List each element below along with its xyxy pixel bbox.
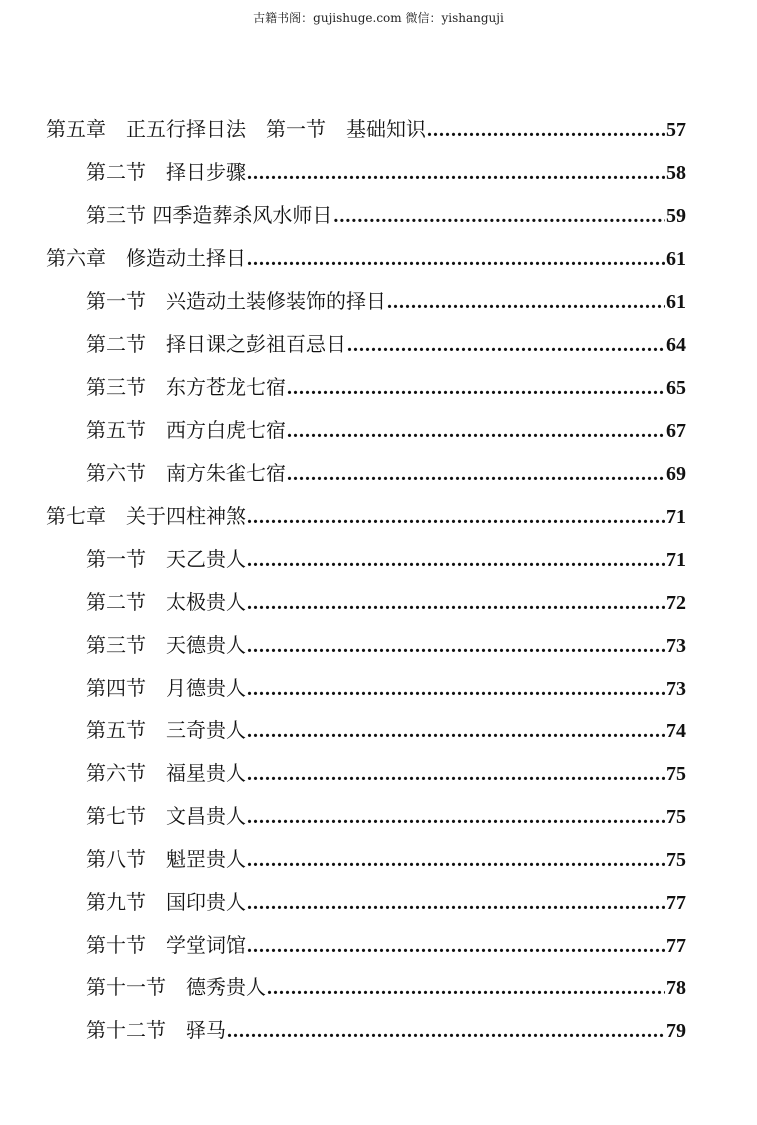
toc-entry[interactable] [86, 588, 686, 616]
toc-entry-title: 第二节 择日步骤 [86, 160, 246, 184]
toc-entry[interactable] [86, 158, 686, 186]
toc-entry[interactable] [86, 759, 686, 787]
toc-entry[interactable] [86, 802, 686, 830]
toc-entry-title: 第十节 学堂词馆 [86, 933, 246, 957]
toc-entry[interactable] [86, 373, 686, 401]
toc-entry[interactable] [86, 631, 686, 659]
leader-dots [333, 202, 665, 230]
toc-entry[interactable] [46, 502, 686, 530]
toc-entry-title: 第五章 正五行择日法 第一节 基础知识 [46, 117, 426, 141]
leader-dots [287, 417, 665, 445]
toc-entry-title: 第二节 择日课之彭祖百忌日 [86, 332, 346, 356]
toc-entry-title: 第四节 月德贵人 [86, 676, 246, 700]
toc-entry[interactable] [86, 545, 686, 573]
leader-dots [247, 760, 665, 788]
toc-entry-page: 77 [666, 935, 686, 957]
toc-entry-title: 第十二节 驿马 [86, 1018, 226, 1042]
toc-entry-page: 73 [666, 678, 686, 700]
leader-dots [267, 974, 665, 1002]
toc-entry-title: 第十一节 德秀贵人 [86, 975, 266, 999]
toc-entry-title: 第一节 兴造动土装修装饰的择日 [86, 289, 386, 313]
toc-entry[interactable] [86, 1016, 686, 1044]
toc-entry-page: 71 [666, 549, 686, 571]
toc-entry-page: 77 [666, 892, 686, 914]
toc-entry-title: 第三节 天德贵人 [86, 633, 246, 657]
leader-dots [247, 803, 665, 831]
toc-entry-page: 61 [666, 248, 686, 270]
leader-dots [247, 717, 665, 745]
leader-dots [247, 589, 665, 617]
leader-dots [287, 374, 665, 402]
toc-entry-page: 58 [666, 162, 686, 184]
leader-dots [247, 503, 665, 531]
toc-entry-page: 74 [666, 720, 686, 742]
toc-entry-title: 第九节 国印贵人 [86, 890, 246, 914]
toc-entry-title: 第一节 天乙贵人 [86, 547, 246, 571]
leader-dots [247, 632, 665, 660]
toc-entry-page: 79 [666, 1020, 686, 1042]
watermark-header: 古籍书阁：gujishuge.com 微信：yishanguji [253, 11, 504, 25]
toc-entry[interactable] [86, 459, 686, 487]
toc-entry-page: 69 [666, 463, 686, 485]
toc-entry-page: 71 [666, 506, 686, 528]
leader-dots [427, 116, 665, 144]
leader-dots [387, 288, 665, 316]
toc-entry-title: 第三节 四季造葬杀风水师日 [86, 203, 333, 227]
toc-entry[interactable] [86, 845, 686, 873]
toc-entry[interactable] [86, 888, 686, 916]
toc-entry-title: 第八节 魁罡贵人 [86, 847, 246, 871]
toc-entry-page: 64 [666, 334, 686, 356]
leader-dots [227, 1017, 665, 1045]
leader-dots [347, 331, 665, 359]
toc-entry-page: 78 [666, 977, 686, 999]
leader-dots [247, 245, 665, 273]
toc-entry-page: 57 [666, 119, 686, 141]
toc-entry-title: 第三节 东方苍龙七宿 [86, 375, 286, 399]
toc-entry[interactable] [86, 330, 686, 358]
toc-entry-title: 第七章 关于四柱神煞 [46, 504, 246, 528]
toc-entry[interactable] [46, 244, 686, 272]
toc-entry-title: 第六节 福星贵人 [86, 761, 246, 785]
leader-dots [247, 675, 665, 703]
toc-entry-page: 67 [666, 420, 686, 442]
toc-entry-page: 72 [666, 592, 686, 614]
leader-dots [247, 932, 665, 960]
toc-entry[interactable] [86, 201, 686, 229]
toc-entry[interactable] [86, 973, 686, 1001]
leader-dots [287, 460, 665, 488]
toc-entry-title: 第六节 南方朱雀七宿 [86, 461, 286, 485]
toc-entry-page: 61 [666, 291, 686, 313]
toc-entry-page: 73 [666, 635, 686, 657]
toc-entry[interactable] [86, 416, 686, 444]
toc-entry[interactable] [86, 716, 686, 744]
toc-entry-title: 第二节 太极贵人 [86, 590, 246, 614]
leader-dots [247, 846, 665, 874]
toc-entry-title: 第六章 修造动土择日 [46, 246, 246, 270]
toc-entry-page: 75 [666, 849, 686, 871]
toc-entry-page: 75 [666, 763, 686, 785]
leader-dots [247, 889, 665, 917]
leader-dots [247, 546, 665, 574]
toc-entry-page: 65 [666, 377, 686, 399]
toc-entry-page: 59 [666, 205, 686, 227]
toc-entry[interactable] [46, 115, 686, 143]
toc-entry[interactable] [86, 931, 686, 959]
toc-entry[interactable] [86, 287, 686, 315]
toc-entry-title: 第七节 文昌贵人 [86, 804, 246, 828]
toc-entry[interactable] [86, 674, 686, 702]
toc-entry-title: 第五节 三奇贵人 [86, 718, 246, 742]
toc-entry-page: 75 [666, 806, 686, 828]
toc-entry-title: 第五节 西方白虎七宿 [86, 418, 286, 442]
leader-dots [247, 159, 665, 187]
